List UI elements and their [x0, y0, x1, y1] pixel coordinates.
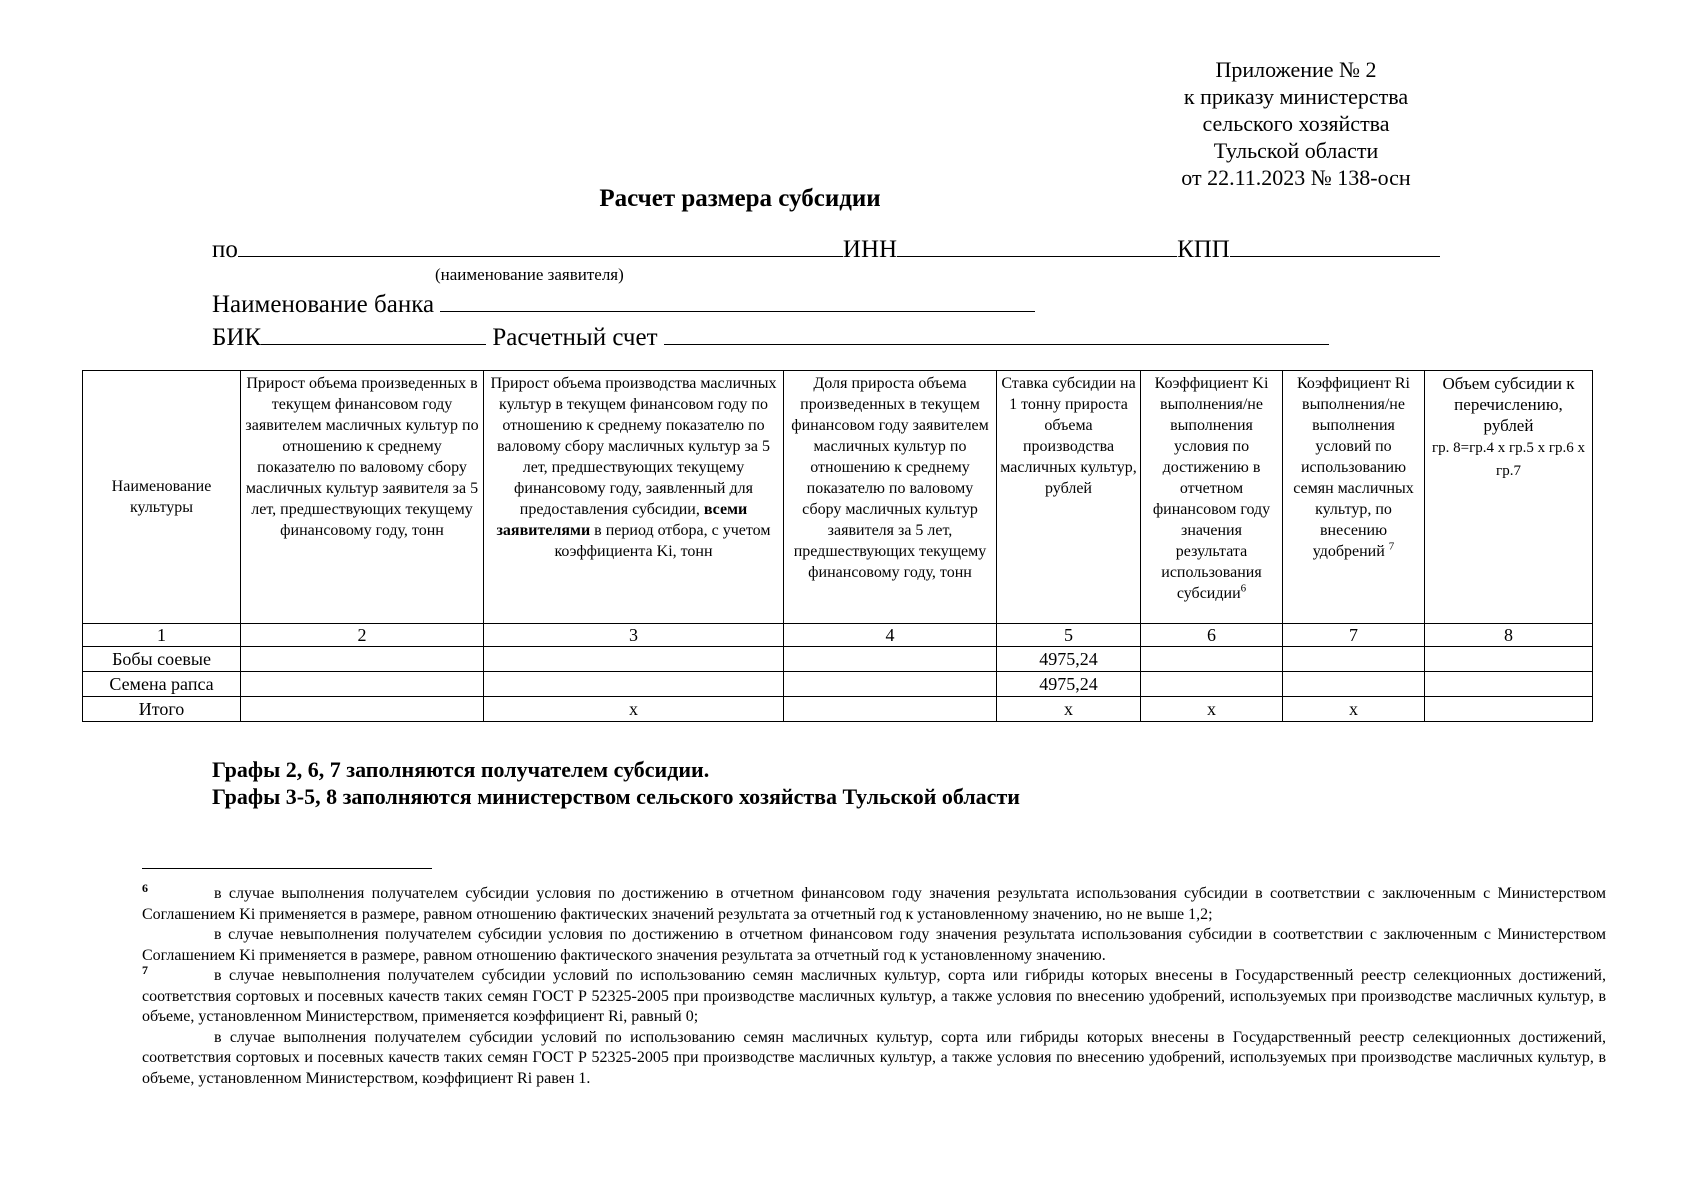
applicant-name-field[interactable] — [238, 232, 843, 257]
appendix-line-3: сельского хозяйства — [1202, 111, 1390, 136]
table-row-total — [83, 697, 1593, 722]
appendix-header — [1136, 56, 1456, 191]
applicant-hint: (наименование заявителя) — [435, 265, 624, 284]
appendix-line-5: от 22.11.2023 № 138-осн — [1181, 165, 1411, 190]
table-cell[interactable] — [784, 672, 997, 697]
header-col-3-tail: в период отбора, с учетом коэффициента Ki, тонн — [554, 522, 771, 560]
appendix-line-4: Тульской области — [1213, 138, 1379, 163]
note-line-1: Графы 2, 6, 7 заполняются получателем субсидии. — [212, 757, 710, 782]
table-cell[interactable] — [1283, 672, 1425, 697]
inn-label: ИНН — [842, 236, 898, 263]
document-title: Расчет размера субсидии — [599, 185, 881, 212]
appendix-line-1: Приложение № 2 — [1215, 57, 1377, 82]
inn-field[interactable] — [897, 232, 1177, 257]
footnote-7-paragraph-2: в случае выполнения получателем субсидии условий по использованию семян масличных культур, сорта или гибриды которых внесены в Государственный реестр селекционных достижений, соответствия сортовых и посевных качеств таких семян ГОСТ Р 52325-2005 при производстве масличных культур, а также условия по внесению удобрений, используемых при производстве масличных культур, в объеме, установленном Министерством, коэффициент Ri равен 1. — [142, 1028, 1606, 1087]
appendix-line-2: к приказу министерства — [1183, 84, 1409, 109]
col-number: 6 — [1141, 624, 1283, 647]
header-col-6-text: Коэффициент Ki выполнения/не выполнения условия по достижению в отчетном финансовом году значения результата использования субсидии — [1152, 375, 1271, 602]
table-row-soybeans — [83, 647, 1593, 672]
po-label: по — [212, 236, 238, 263]
footnote-7-mark: 7 — [142, 963, 148, 977]
crop-name-cell: Семена рапса — [83, 672, 241, 697]
col-number: 8 — [1425, 624, 1593, 647]
crop-name-cell: Бобы соевые — [83, 647, 241, 672]
table-cell[interactable] — [484, 672, 784, 697]
bik-field[interactable] — [261, 320, 486, 345]
footnote-separator — [142, 868, 432, 869]
col-number: 1 — [83, 624, 241, 647]
header-col-1: Наименование культуры — [83, 371, 241, 624]
table-cell[interactable] — [1425, 697, 1593, 722]
header-col-8-formula: гр. 8=гр.4 х гр.5 х гр.6 х гр.7 — [1431, 440, 1586, 479]
footnote-6-mark: 6 — [142, 881, 148, 895]
rate-cell: 4975,24 — [997, 647, 1141, 672]
bank-name-field[interactable] — [440, 287, 1035, 312]
header-col-8 — [1425, 371, 1593, 624]
col-number: 2 — [241, 624, 484, 647]
header-col-7 — [1283, 371, 1425, 624]
rate-cell: 4975,24 — [997, 672, 1141, 697]
table-cell[interactable] — [784, 647, 997, 672]
bik-row — [212, 320, 1329, 352]
footnotes — [142, 881, 1606, 1089]
header-col-3 — [484, 371, 784, 624]
table-cell[interactable] — [1141, 672, 1283, 697]
subsidy-table — [82, 370, 1593, 722]
bik-label: БИК — [212, 324, 262, 351]
col-number: 4 — [784, 624, 997, 647]
column-number-row — [83, 624, 1593, 647]
footnote-ref-6: 6 — [1240, 582, 1247, 595]
header-col-6 — [1141, 371, 1283, 624]
table-header-row — [83, 371, 1593, 624]
total-label-cell: Итого — [83, 697, 241, 722]
header-col-3-text: Прирост объема производства масличных культур в текущем финансовом году по отношению к среднему показателю по валовому сбору масличных культур за 5 лет, предшествующих текущему финансовому году, заявленный для предоставления субсидии, — [490, 375, 777, 518]
header-col-4: Доля прироста объема произведенных в текущем финансовом году заявителем масличных культур по отношению к среднему показателю по валовому сбору масличных культур заявителя за 5 лет, предшествующих текущему финансовому году, тонн — [784, 371, 997, 624]
table-cell[interactable] — [1425, 647, 1593, 672]
footnote-7-paragraph-1: в случае невыполнения получателем субсидии условий по использованию семян масличных культур, сорта или гибриды которых внесены в Государственный реестр селекционных достижений, соответствия сортовых и посевных качеств таких семян ГОСТ Р 52325-2005 при производстве масличных культур, а также условия по внесению удобрений, используемых при производстве масличных культур, в объеме, установленном Министерством, применяется коэффициент Ri, равный 0; — [142, 967, 1606, 1025]
footnote-6-paragraph-1: в случае выполнения получателем субсидии условия по достижению в отчетном финансовом году значения результата использования субсидии в соответствии с заключенным с Министерством Соглашением Ki применяется в размере, равном отношению фактических значений результата за отчетный год к установленному значению, но не выше 1,2; — [142, 885, 1606, 923]
table-cell: х — [484, 697, 784, 722]
bank-label: Наименование банка — [212, 291, 435, 318]
table-cell[interactable] — [784, 697, 997, 722]
account-field[interactable] — [664, 320, 1329, 345]
bank-row — [212, 287, 1035, 319]
header-col-7-text: Коэффициент Ri выполнения/не выполнения условий по использованию семян масличных культур, по внесению удобрений — [1293, 375, 1414, 560]
table-cell[interactable] — [484, 647, 784, 672]
table-cell[interactable] — [1141, 647, 1283, 672]
table-cell[interactable] — [241, 647, 484, 672]
table-cell: х — [1141, 697, 1283, 722]
footnote-6 — [142, 881, 1606, 966]
col-number: 3 — [484, 624, 784, 647]
kpp-label: КПП — [1177, 236, 1230, 263]
header-col-3-bold: всеми заявителями — [496, 501, 748, 539]
table-cell: х — [997, 697, 1141, 722]
col-number: 7 — [1283, 624, 1425, 647]
header-col-5: Ставка субсидии на 1 тонну прироста объема производства масличных культур, рублей — [997, 371, 1141, 624]
kpp-field[interactable] — [1230, 232, 1440, 257]
table-cell[interactable] — [241, 697, 484, 722]
table-cell[interactable] — [241, 672, 484, 697]
account-label: Расчетный счет — [492, 324, 658, 351]
table-cell[interactable] — [1425, 672, 1593, 697]
footnote-6-paragraph-2: в случае невыполнения получателем субсидии условия по достижению в отчетном финансовом году значения результата использования субсидии в соответствии с заключенным с Министерством Соглашением Ki применяется в размере, равном отношению фактического значения результата за отчетный год к установленному значению. — [142, 926, 1606, 964]
header-col-8-text: Объем субсидии к перечислению, рублей — [1442, 374, 1575, 435]
applicant-row — [212, 232, 1440, 264]
table-row-rapeseed — [83, 672, 1593, 697]
footnote-ref-7: 7 — [1388, 540, 1395, 553]
table-cell: х — [1283, 697, 1425, 722]
col-number: 5 — [997, 624, 1141, 647]
footnote-7 — [142, 963, 1606, 1089]
note-line-2: Графы 3-5, 8 заполняются министерством сельского хозяйства Тульской области — [212, 784, 1020, 809]
table-cell[interactable] — [1283, 647, 1425, 672]
header-col-2: Прирост объема произведенных в текущем финансовом году заявителем масличных культур по отношению к среднему показателю по валовому сбору масличных культур заявителя за 5 лет, предшествующих текущему финансовому году, тонн — [241, 371, 484, 624]
